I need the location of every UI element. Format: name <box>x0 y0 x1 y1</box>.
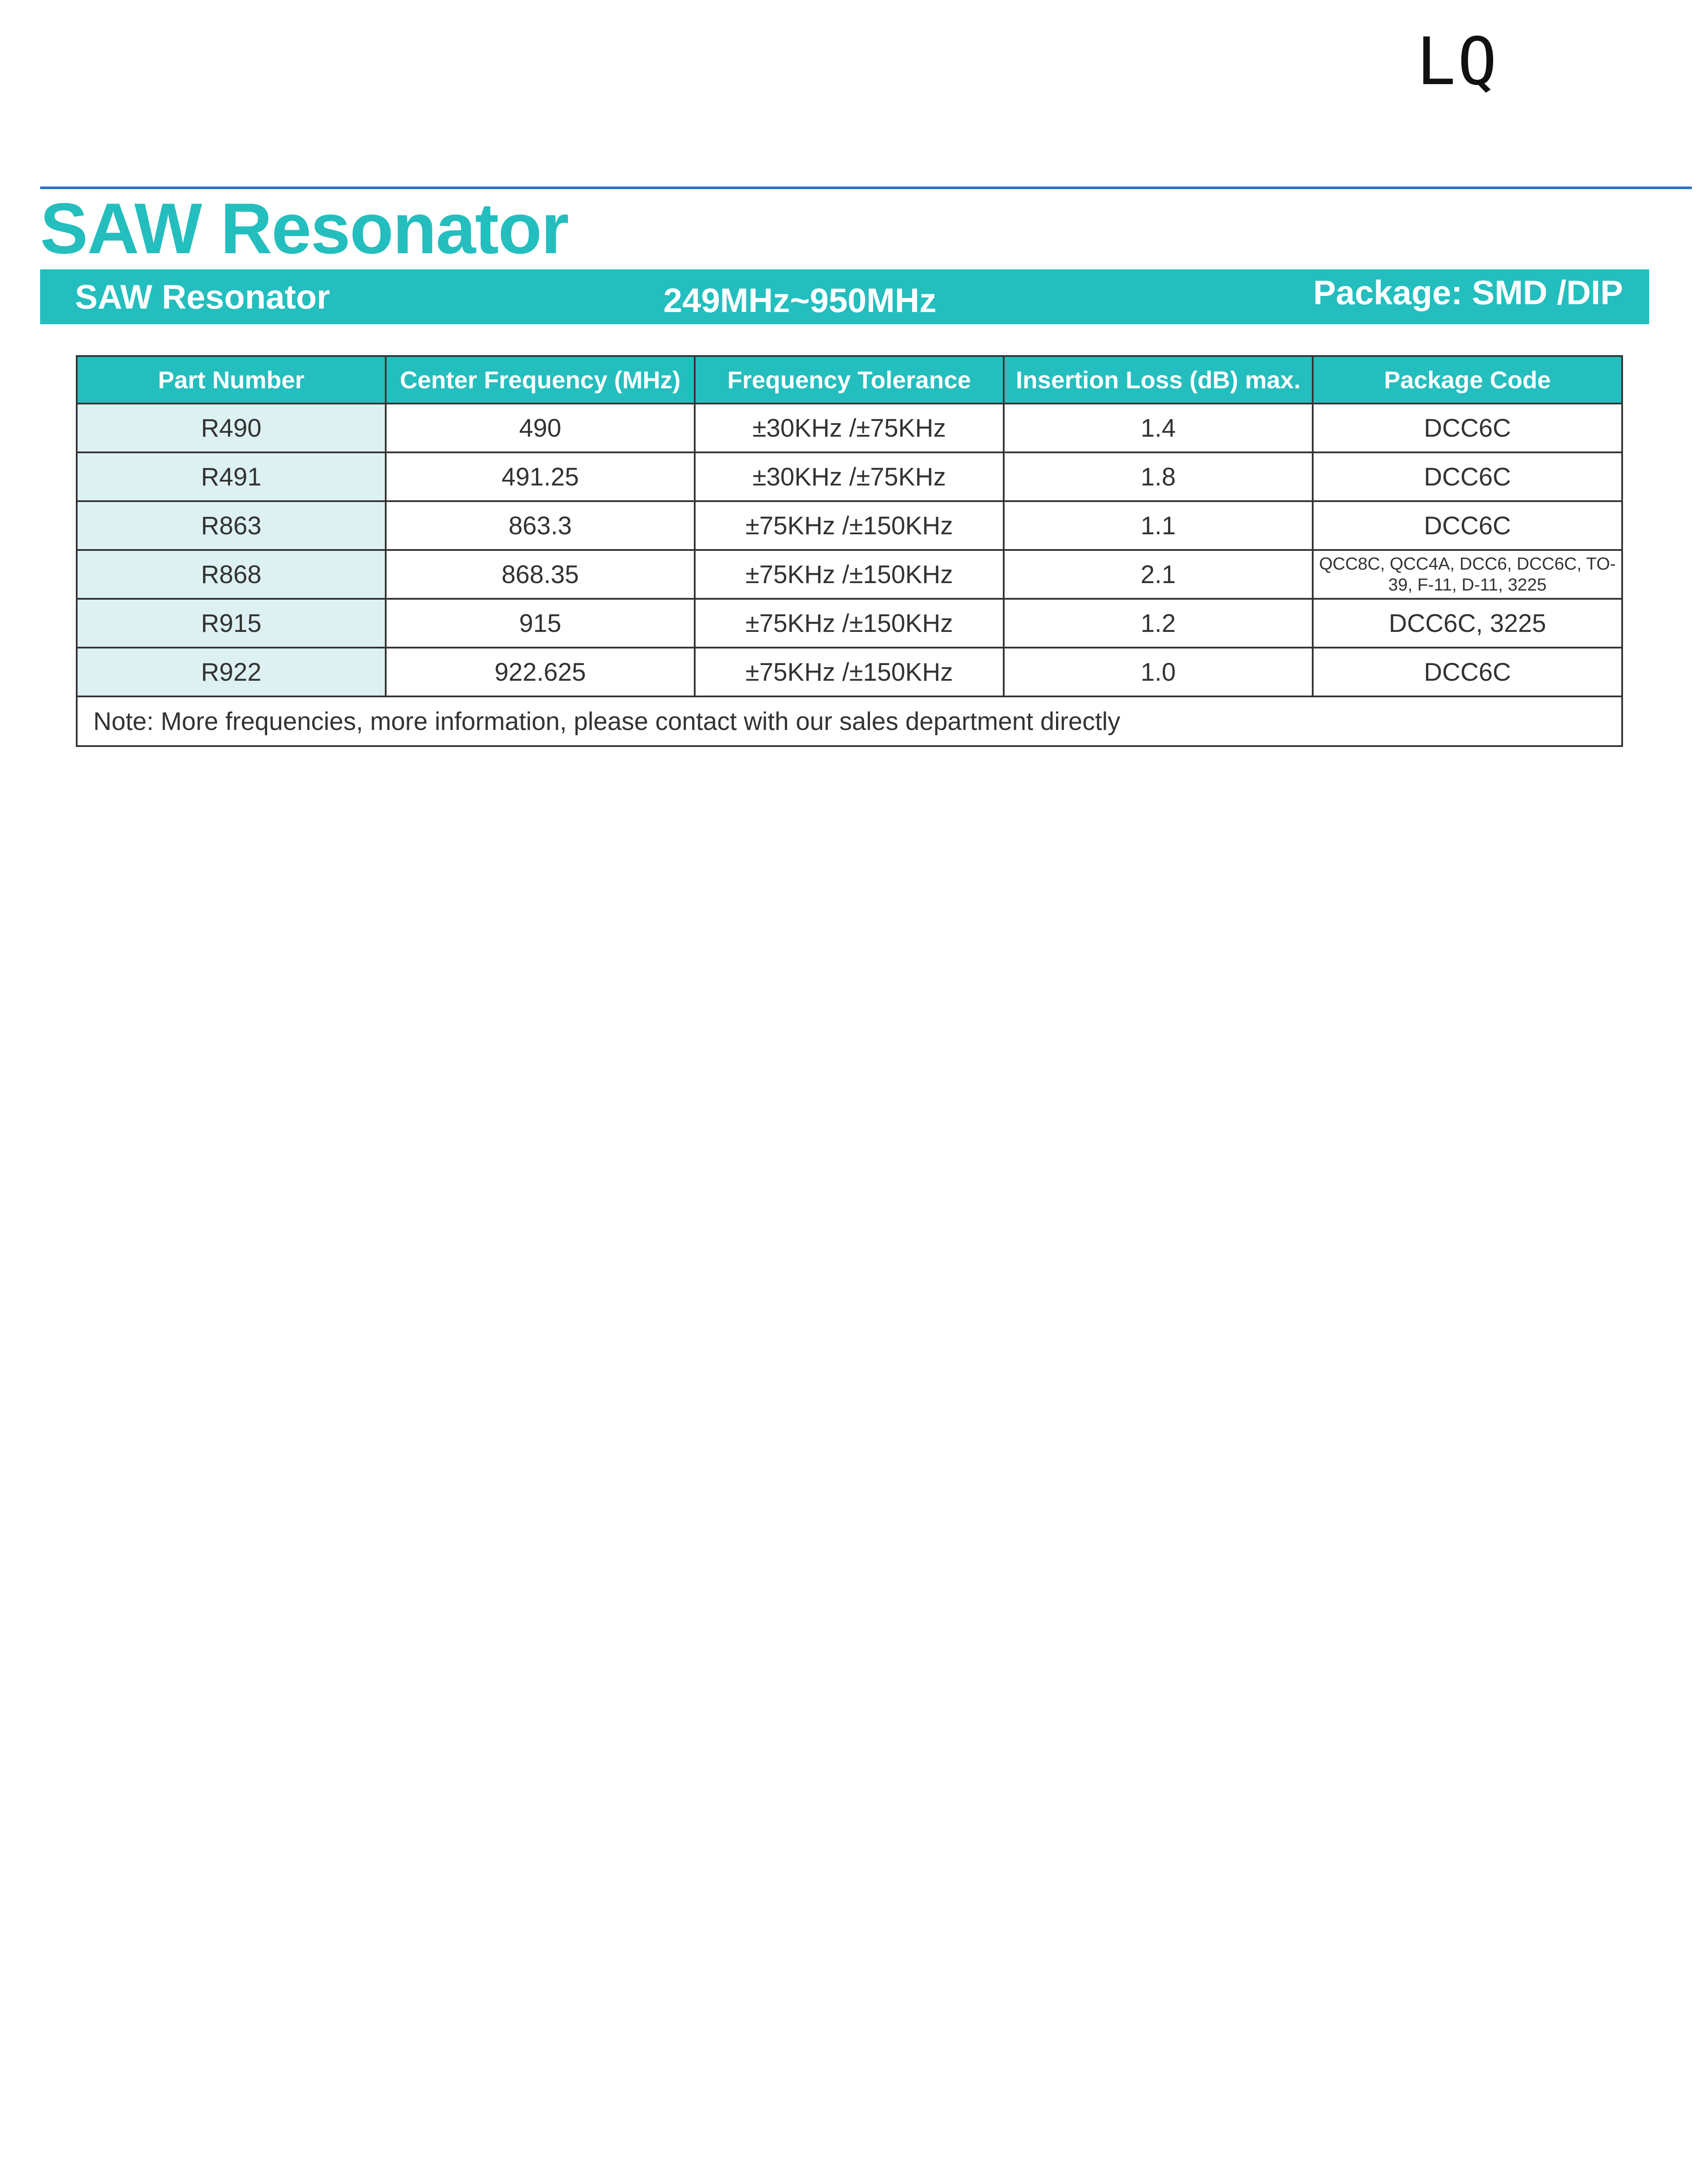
spec-table <box>76 355 1623 747</box>
part-number-cell: R922 <box>77 648 386 696</box>
banner-package: Package: SMD /DIP <box>1313 273 1623 312</box>
part-number-cell: R491 <box>77 452 386 501</box>
header-frequency-tolerance: Frequency Tolerance <box>695 356 1004 404</box>
package-code-cell: DCC6C <box>1313 452 1622 501</box>
center-frequency-cell: 868.35 <box>386 550 695 599</box>
table-row <box>77 648 1622 696</box>
tolerance-cell: ±75KHz /±150KHz <box>695 550 1004 599</box>
table-note: Note: More frequencies, more information, please contact with our sales department directly <box>77 696 1622 746</box>
center-frequency-cell: 491.25 <box>386 452 695 501</box>
part-number-cell: R863 <box>77 501 386 550</box>
package-code-cell: DCC6C, 3225 <box>1313 599 1622 648</box>
table-note-row <box>77 696 1622 746</box>
center-frequency-cell: 490 <box>386 404 695 452</box>
tolerance-cell: ±30KHz /±75KHz <box>695 452 1004 501</box>
header-package-code: Package Code <box>1313 356 1622 404</box>
package-code-cell: DCC6C <box>1313 648 1622 696</box>
brand-logo: LQ <box>1416 24 1499 100</box>
banner-category: SAW Resonator <box>75 278 330 316</box>
page-title: SAW Resonator <box>40 188 568 268</box>
part-number-cell: R490 <box>77 404 386 452</box>
section-banner <box>40 269 1649 324</box>
header-center-frequency: Center Frequency (MHz) <box>386 356 695 404</box>
tolerance-cell: ±75KHz /±150KHz <box>695 501 1004 550</box>
package-code-cell: DCC6C <box>1313 501 1622 550</box>
table-row <box>77 452 1622 501</box>
insertion-loss-cell: 1.0 <box>1004 648 1313 696</box>
insertion-loss-cell: 2.1 <box>1004 550 1313 599</box>
header-insertion-loss: Insertion Loss (dB) max. <box>1004 356 1313 404</box>
center-frequency-cell: 915 <box>386 599 695 648</box>
tolerance-cell: ±75KHz /±150KHz <box>695 648 1004 696</box>
table-row <box>77 550 1622 599</box>
package-code-cell: QCC8C, QCC4A, DCC6, DCC6C, TO-39, F-11, D-11, 3225 <box>1313 550 1622 599</box>
tolerance-cell: ±75KHz /±150KHz <box>695 599 1004 648</box>
table-row <box>77 501 1622 550</box>
center-frequency-cell: 922.625 <box>386 648 695 696</box>
banner-frequency-range: 249MHz~950MHz <box>663 281 937 319</box>
package-code-cell: DCC6C <box>1313 404 1622 452</box>
table-row <box>77 599 1622 648</box>
header-part-number: Part Number <box>77 356 386 404</box>
insertion-loss-cell: 1.2 <box>1004 599 1313 648</box>
insertion-loss-cell: 1.8 <box>1004 452 1313 501</box>
part-number-cell: R868 <box>77 550 386 599</box>
table-header-row <box>77 356 1622 404</box>
table-row <box>77 404 1622 452</box>
center-frequency-cell: 863.3 <box>386 501 695 550</box>
tolerance-cell: ±30KHz /±75KHz <box>695 404 1004 452</box>
insertion-loss-cell: 1.4 <box>1004 404 1313 452</box>
part-number-cell: R915 <box>77 599 386 648</box>
insertion-loss-cell: 1.1 <box>1004 501 1313 550</box>
